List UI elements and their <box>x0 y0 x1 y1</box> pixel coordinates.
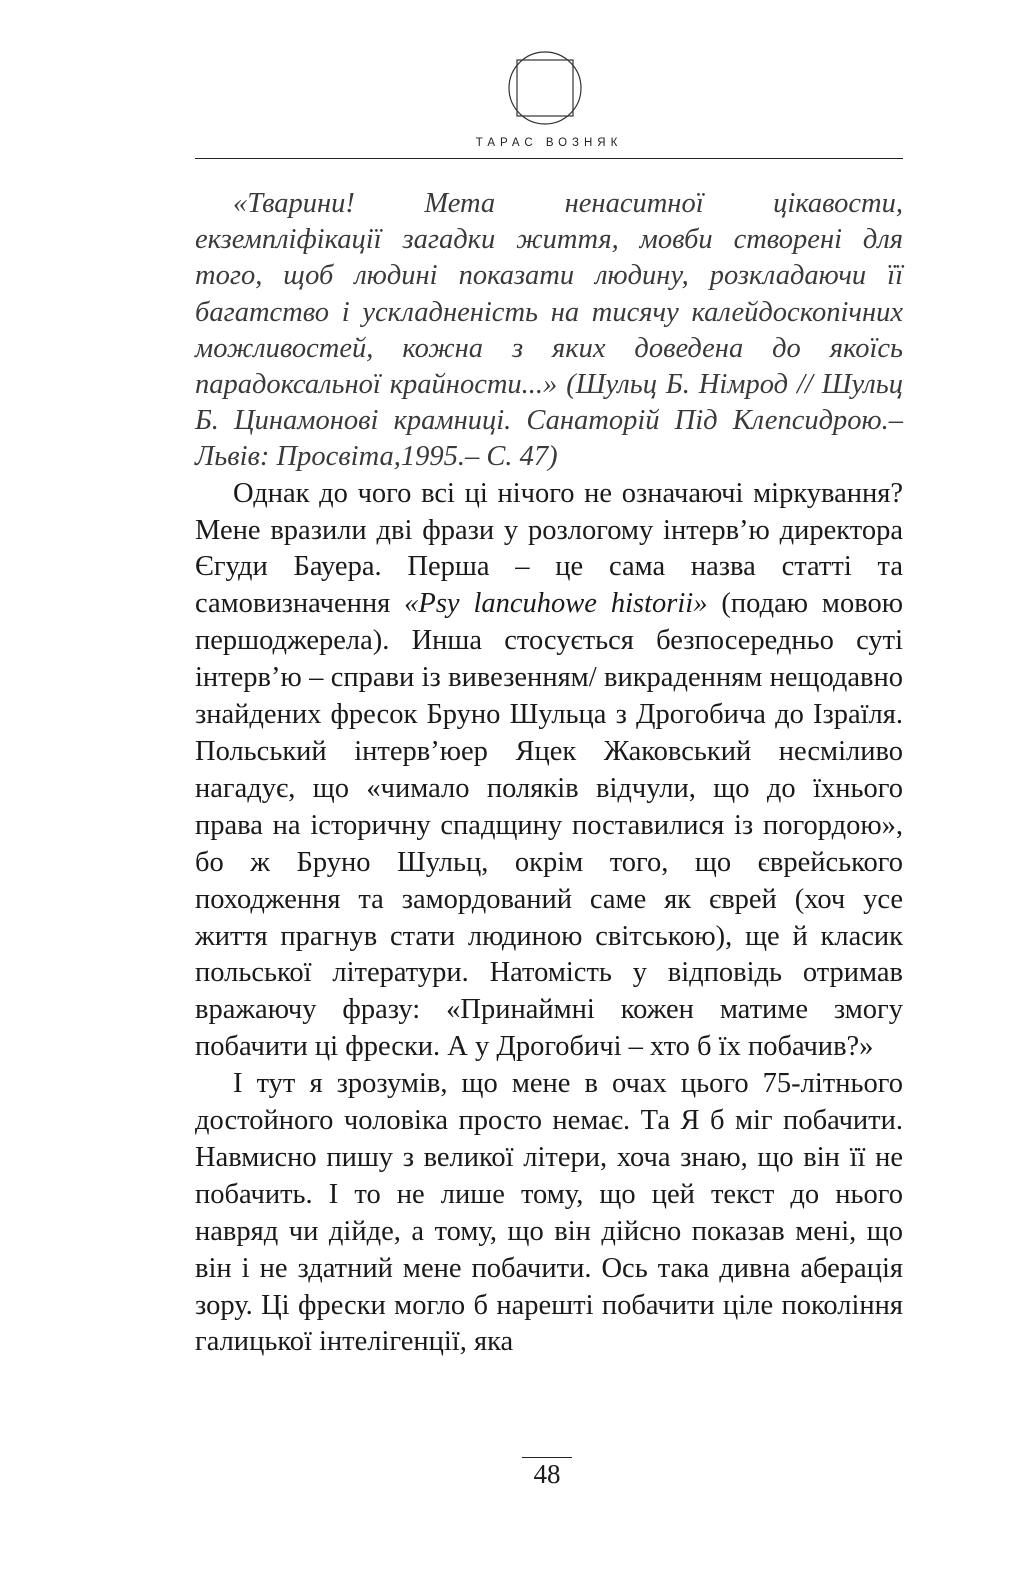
header-divider <box>195 158 903 159</box>
paragraph-1-text-end: (подаю мовою першоджерела). Инша стосується безпосередньо суті інтерв’ю – справи із вивезенням/ викраденням нещодавно знайдених фресок Бруно Шульца з Дрогобича до Ізраїля. Польський інтерв’юер Яцек Жаковський несміливо нагадує, що «чимало поляків відчули, що до їхнього права на історичну спадщину поставилися із погордою», бо ж Бруно Шульц, окрім того, що єврейського походження та замордований саме як єврей (хоч усе життя прагнув стати людиною світською), ще й класик польської літератури. Натомість у відповідь отримав вражаючу фразу: «Принаймні кожен матиме змогу побачити ці фрески. А у Дрогобичі – хто б їх побачив?» <box>195 588 904 1063</box>
article-title: «Psy lancuhowe historii» <box>404 588 708 620</box>
circle-square-emblem-icon <box>507 50 583 126</box>
body-paragraph-2: І тут я зрозумів, що мене в очах цього 75-літнього достойного чоловіка просто немає. Та Я б міг побачити. Навмисно пишу з великої літери, хоча знаю, що він її не побачить. І то не лише тому, що цей текст до нього навряд чи дійде, а тому, що він дійсно показав мені, що він і не здатний мене побачити. Ось така дивна аберація зору. Ці фрески могло б нарешті побачити ціле покоління галицької інтелігенції, яка <box>195 1068 903 1358</box>
epigraph-quote: «Тварини! Мета ненаситної цікавости, екземпліфікації загадки життя, мовби створені для того, щоб людині показати людину, розкладаючи її багатство і ускладненість на тисячу калейдоскопічних можливостей, кожна з яких доведена до якоїсь парадоксальної крайности...» (Шульц Б. Німрод // Шульц Б. Цинамонові крамниці. Санаторій Під Клепсидрою.– Львів: Просвіта,1995.– С. 47) <box>195 188 903 473</box>
page-body <box>195 186 903 1361</box>
body-paragraph-1 <box>195 476 903 1067</box>
page-number: 48 <box>533 1459 561 1489</box>
running-head-author: ТАРАС ВОЗНЯК <box>475 137 623 149</box>
paragraph-1-text-start: Однак до чого всі ці нічого не означаючі міркування? Мене вразили дві фрази у розлогому інтерв’ю директора Єгуди Бауера. Перша – це сама назва статті та самовизначення <box>195 477 903 620</box>
